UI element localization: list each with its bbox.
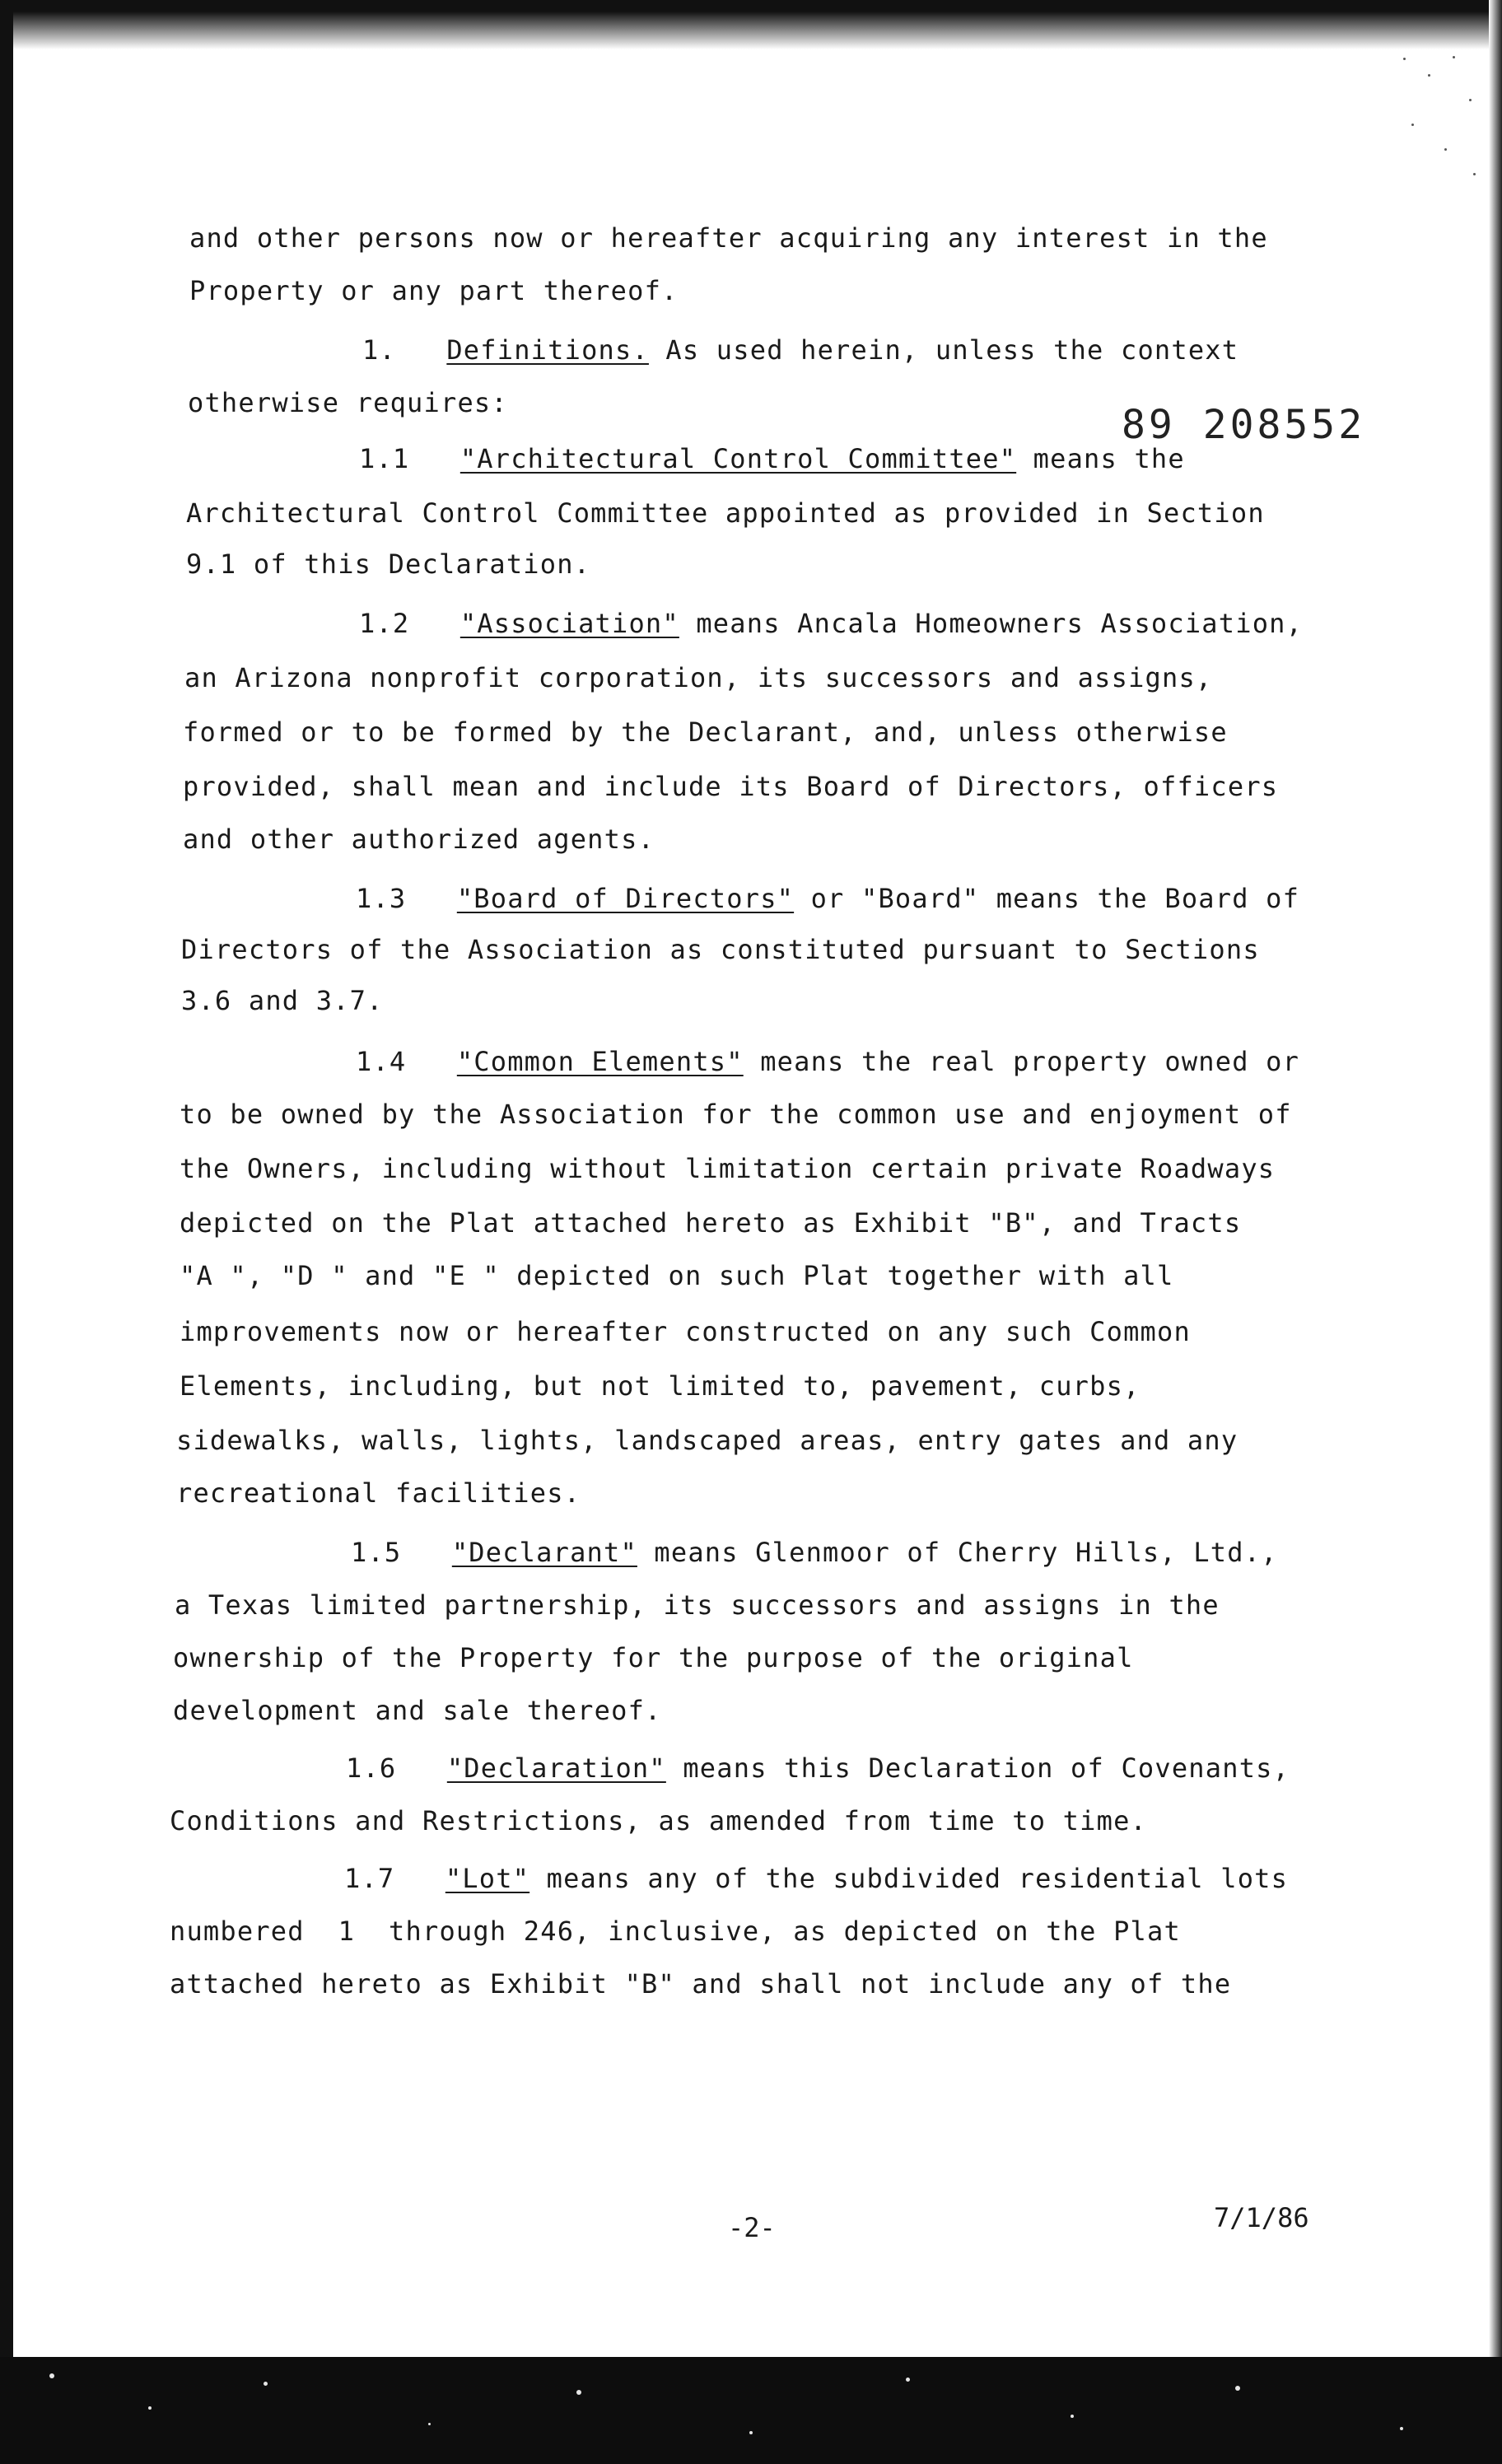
text-span: means Glenmoor of Cherry Hills, Ltd.,	[637, 1537, 1278, 1568]
section-number: 1.2	[359, 608, 410, 639]
scan-bottom-edge	[0, 2357, 1502, 2464]
definition-1-1	[359, 443, 1185, 474]
defined-term: "Architectural Control Committee"	[459, 443, 1017, 474]
text-span: As used herein, unless the context	[648, 334, 1239, 366]
section-number: 1.3	[356, 883, 407, 914]
definition-1-3	[356, 883, 1299, 914]
text-line: "A ", "D " and "E " depicted on such Plat together with all	[180, 1260, 1174, 1291]
definition-1-6	[346, 1752, 1290, 1784]
recording-number-stamp: 89 208552	[1122, 402, 1366, 448]
text-line: Conditions and Restrictions, as amended from time to time.	[170, 1805, 1148, 1836]
text-line: numbered 1 through 246, inclusive, as depicted on the Plat	[170, 1916, 1181, 1947]
text-line: the Owners, including without limitation certain private Roadways	[180, 1153, 1276, 1184]
text-line: recreational facilities.	[176, 1477, 581, 1509]
section-number: 1.4	[356, 1046, 407, 1077]
definition-1-7	[344, 1863, 1288, 1894]
text-line: formed or to be formed by the Declarant, and, unless otherwise	[183, 716, 1228, 748]
text-line: Architectural Control Committee appointed as provided in Section	[186, 497, 1265, 529]
definition-1-4	[356, 1046, 1299, 1077]
page-number: -2-	[728, 2212, 776, 2243]
text-line: 3.6 and 3.7.	[181, 985, 384, 1016]
text-line: otherwise requires:	[188, 387, 508, 418]
defined-term: "Board of Directors"	[456, 883, 795, 914]
text-span: means this Declaration of Covenants,	[665, 1752, 1290, 1784]
text-span: or "Board" means the Board of	[794, 883, 1300, 914]
text-line: Elements, including, but not limited to, pavement, curbs,	[180, 1370, 1140, 1402]
text-span: means Ancala Homeowners Association,	[679, 608, 1304, 639]
text-line: and other authorized agents.	[183, 824, 655, 855]
defined-term: "Lot"	[445, 1863, 530, 1894]
section-number: 1.5	[351, 1537, 402, 1568]
text-line: Property or any part thereof.	[189, 275, 679, 306]
text-line: attached hereto as Exhibit "B" and shall not include any of the	[170, 1968, 1232, 2000]
definitions-heading: Definitions.	[446, 334, 649, 366]
defined-term: "Common Elements"	[456, 1046, 744, 1077]
revision-date: 7/1/86	[1214, 2202, 1309, 2233]
text-line: sidewalks, walls, lights, landscaped areas, entry gates and any	[176, 1425, 1238, 1456]
text-line: and other persons now or hereafter acquiring any interest in the	[189, 222, 1268, 254]
section-number: 1.	[362, 334, 396, 366]
text-line: development and sale thereof.	[173, 1695, 662, 1726]
text-line: improvements now or hereafter constructed on any such Common	[180, 1316, 1191, 1347]
scan-top-edge	[0, 0, 1502, 49]
text-line: Directors of the Association as constituted pursuant to Sections	[181, 934, 1260, 965]
text-span: means the	[1016, 443, 1185, 474]
text-line: to be owned by the Association for the common use and enjoyment of	[180, 1099, 1292, 1130]
scan-right-edge	[1489, 0, 1502, 2464]
defined-term: "Association"	[459, 608, 679, 639]
text-line: a Texas limited partnership, its successors and assigns in the	[175, 1589, 1220, 1621]
text-line: an Arizona nonprofit corporation, its successors and assigns,	[184, 662, 1213, 693]
text-line: ownership of the Property for the purpose of the original	[173, 1642, 1134, 1673]
text-line: provided, shall mean and include its Board of Directors, officers	[183, 771, 1279, 802]
definition-1-5	[351, 1537, 1278, 1568]
defined-term: "Declarant"	[451, 1537, 637, 1568]
text-span: means the real property owned or	[743, 1046, 1300, 1077]
text-line: depicted on the Plat attached hereto as Exhibit "B", and Tracts	[180, 1207, 1242, 1239]
text-line: 9.1 of this Declaration.	[186, 548, 591, 580]
section-number: 1.1	[359, 443, 410, 474]
section-number: 1.7	[344, 1863, 395, 1894]
section-1-heading	[362, 334, 1238, 366]
scan-noise-corner	[1395, 49, 1486, 198]
defined-term: "Declaration"	[446, 1752, 666, 1784]
section-number: 1.6	[346, 1752, 397, 1784]
text-span: means any of the subdivided residential lots	[529, 1863, 1289, 1894]
scan-left-edge	[0, 0, 13, 2464]
definition-1-2	[359, 608, 1303, 639]
